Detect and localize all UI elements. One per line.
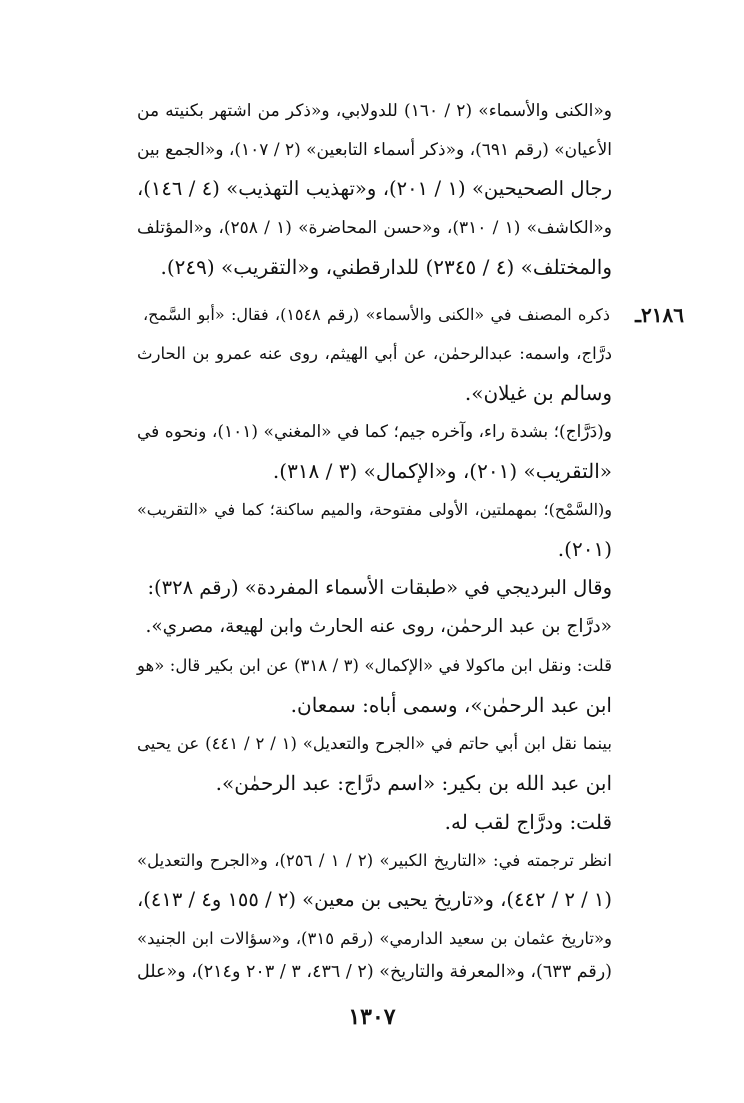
text-line: وقال البرديجي في «طبقات الأسماء المفردة» (رقم ٣٢٨): xyxy=(147,576,612,599)
text-line: «التقريب» (٢٠١)، و«الإكمال» (٣ / ٣١٨). xyxy=(272,459,612,483)
text-line: و«الكنى والأسماء» (٢ / ١٦٠) للدولابي، و«ذكر من اشتهر بكنيته من xyxy=(137,101,612,121)
text-line: (١ / ٢ / ٤٤٢)، و«تاريخ يحيى بن معين» (٢ / ١٥٥ و٤ / ٤١٣)، xyxy=(137,888,613,911)
text-line: و(السَّمْح)؛ بمهملتين، الأولى مفتوحة، والميم ساكنة؛ كما في «التقريب» xyxy=(137,500,612,519)
text-line: ابن عبد الله بن بكير: «اسم درَّاج: عبد الرحمٰن». xyxy=(215,771,612,795)
text-line: (رقم ٦٣٣)، و«المعرفة والتاريخ» (٢ / ٤٣٦، ٣ / ٢٠٣ و٢١٤)، و«علل xyxy=(137,962,613,982)
text-line: وسالم بن غيلان». xyxy=(464,381,612,405)
text-line: و(دَرَّاج)؛ بشدة راء، وآخره جيم؛ كما في «المغني» (١٠١)، ونحوه في xyxy=(137,422,613,442)
text-line: قلت: ونقل ابن ماكولا في «الإكمال» (٣ / ٣١٨) عن ابن بكير قال: «هو xyxy=(137,656,612,675)
text-line: ذكره المصنف في «الكنى والأسماء» (رقم ١٥٤٨)، فقال: «أبو السَّمح، xyxy=(143,305,610,324)
text-line: و«الكاشف» (١ / ٣١٠)، و«حسن المحاضرة» (١ / ٢٥٨)، و«المؤتلف xyxy=(137,218,612,238)
text-line: قلت: ودرَّاج لقب له. xyxy=(444,810,612,834)
text-line: والمختلف» (٤ / ٢٣٤٥) للدارقطني، و«التقريب» (٢٤٩). xyxy=(160,255,612,279)
text-line: ابن عبد الرحمٰن»، وسمى أباه: سمعان. xyxy=(290,693,612,717)
text-line: انظر ترجمته في: «التاريخ الكبير» (٢ / ١ / ٢٥٦)، و«الجرح والتعديل» xyxy=(137,851,612,870)
text-line: الأعيان» (رقم ٦٩١)، و«ذكر أسماء التابعين» (٢ / ١٠٧)، و«الجمع بين xyxy=(136,140,612,160)
text-line: (٢٠١). xyxy=(557,537,612,561)
entry-number: ٢١٨٦ـ xyxy=(635,303,684,327)
text-line: «درَّاج بن عبد الرحمٰن، روى عنه الحارث وابن لهيعة، مصري». xyxy=(145,616,612,637)
text-line: درَّاج، واسمه: عبدالرحمٰن، عن أبي الهيثم، روى عنه عمرو بن الحارث xyxy=(137,344,612,363)
page-number: ١٣٠٧ xyxy=(348,1004,396,1030)
text-line: رجال الصحيحين» (١ / ٢٠١)، و«تهذيب التهذيب» (٤ / ١٤٦)، xyxy=(137,177,612,200)
text-line: و«تاريخ عثمان بن سعيد الدارمي» (رقم ٣١٥)، و«سؤالات ابن الجنيد» xyxy=(137,929,613,948)
text-line: بينما نقل ابن أبي حاتم في «الجرح والتعديل» (١ / ٢ / ٤٤١) عن يحيى xyxy=(137,734,612,753)
